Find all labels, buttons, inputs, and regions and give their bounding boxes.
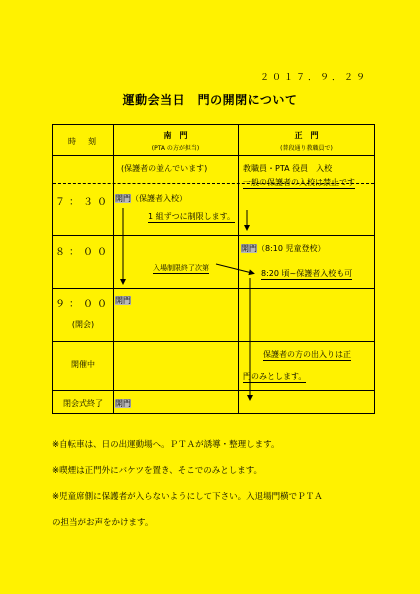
note-bicycle: ※自転車は、日の出運動場へ。ＰＴＡが誘導・整理します。 xyxy=(52,440,280,450)
note-smoking: ※喫煙は正門外にバケツを置き、そこでのみとします。 xyxy=(52,466,263,476)
time-0900: ９：００ xyxy=(55,299,111,310)
header-main-sub: (普段通り教職員で) xyxy=(280,145,333,152)
entry-limit-arrow xyxy=(216,264,252,273)
south-open-0730: 開門（保護者入校） xyxy=(115,194,187,203)
south-open-closing: 開門 xyxy=(115,399,131,408)
main-entry-restriction: 一般の保護者の入校は禁止です xyxy=(243,178,355,187)
main-exit-rule-line1: 保護者の方の出入りは正 xyxy=(263,350,351,359)
south-limit-note: 1 組ずつに制限します。 xyxy=(148,212,235,221)
note-student-seats-cont: の担当がお声をかけます。 xyxy=(52,518,154,528)
south-queue-note: (保護者の並んでいます) xyxy=(121,164,208,173)
entry-limit-end-label: 入場制限終了次第 xyxy=(153,264,209,272)
south-open-0900: 開門 xyxy=(115,296,131,305)
page-title: 運動会当日 門の開閉について xyxy=(122,93,298,107)
opening-ceremony-label: (開会) xyxy=(71,320,95,329)
time-during-event: 開催中 xyxy=(71,360,95,369)
time-0800: ８：００ xyxy=(55,247,111,258)
time-0730: ７：３０ xyxy=(55,197,111,208)
note-student-seats: ※児童席側に保護者が入らないようにして下さい。入退場門横でＰＴＡ xyxy=(52,492,323,502)
main-parent-entry-note: 8:20 頃~保護者入校も可 xyxy=(261,269,353,278)
header-south-sub: (PTA の方が担当) xyxy=(151,145,200,152)
main-open-0800: 開門（8:10 児童登校） xyxy=(241,244,326,253)
header-south-gate: 南 門 xyxy=(163,131,188,140)
notes-section xyxy=(52,432,382,536)
main-exit-rule-line2: 門のみとします。 xyxy=(243,372,307,381)
document-date: ２０１７．９．２９ xyxy=(259,73,368,83)
main-entry-staff: 教職員・PTA 役員 入校 xyxy=(243,164,333,173)
header-main-gate: 正 門 xyxy=(294,131,319,140)
time-closing-ceremony: 閉会式終了 xyxy=(63,399,103,408)
header-time: 時 刻 xyxy=(68,137,98,146)
